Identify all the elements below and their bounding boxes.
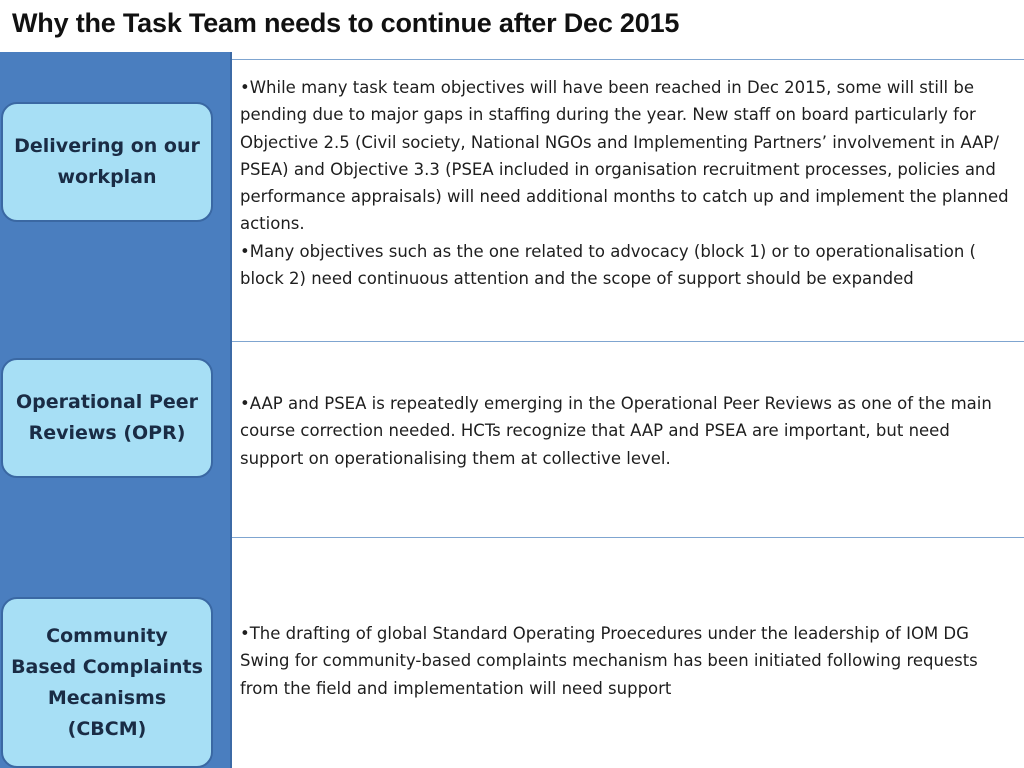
bullet-text: •The drafting of global Standard Operating Proecedures under the leadership of IOM DG Swing for community-based complaints mechanism has been initiated following requests from the field and implementation will need support xyxy=(240,624,978,698)
row-label-cbcm xyxy=(1,597,213,768)
slide-title: Why the Task Team needs to continue after Dec 2015 xyxy=(12,8,680,38)
row-divider xyxy=(232,341,1024,342)
row-divider xyxy=(232,537,1024,538)
row-content-workplan xyxy=(240,74,1010,292)
row-label-opr xyxy=(1,358,213,478)
row-label-text: Operational Peer Reviews (OPR) xyxy=(15,391,199,444)
bullet-text: •While many task team objectives will have been reached in Dec 2015, some will still be pending due to major gaps in staffing during the year. New staff on board particularly for Objective 2.5 (Civil society, National NGOs and Implementing Partners’ involvement in AAP/ PSEA) and Objective 3.3 (PSEA included in organisation recruitment processes, policies and performance appraisals) will need additional months to catch up and implement the planned actions. xyxy=(240,78,1009,234)
row-content-cbcm xyxy=(240,620,1010,702)
row-label-text: Community Based Complaints Mecanisms (CBCM) xyxy=(11,624,203,740)
row-label-workplan xyxy=(1,102,213,222)
bullet-text: •AAP and PSEA is repeatedly emerging in the Operational Peer Reviews as one of the main course correction needed. HCTs recognize that AAP and PSEA are important, but need support on operationalising them at collective level. xyxy=(240,394,992,468)
row-divider xyxy=(232,59,1024,60)
row-content-opr xyxy=(240,390,1010,472)
row-label-text: Delivering on our workplan xyxy=(14,135,200,188)
bullet-text: •Many objectives such as the one related to advocacy (block 1) or to operationalisation ( block 2) need continuous attention and the scope of support should be expanded xyxy=(240,241,976,289)
